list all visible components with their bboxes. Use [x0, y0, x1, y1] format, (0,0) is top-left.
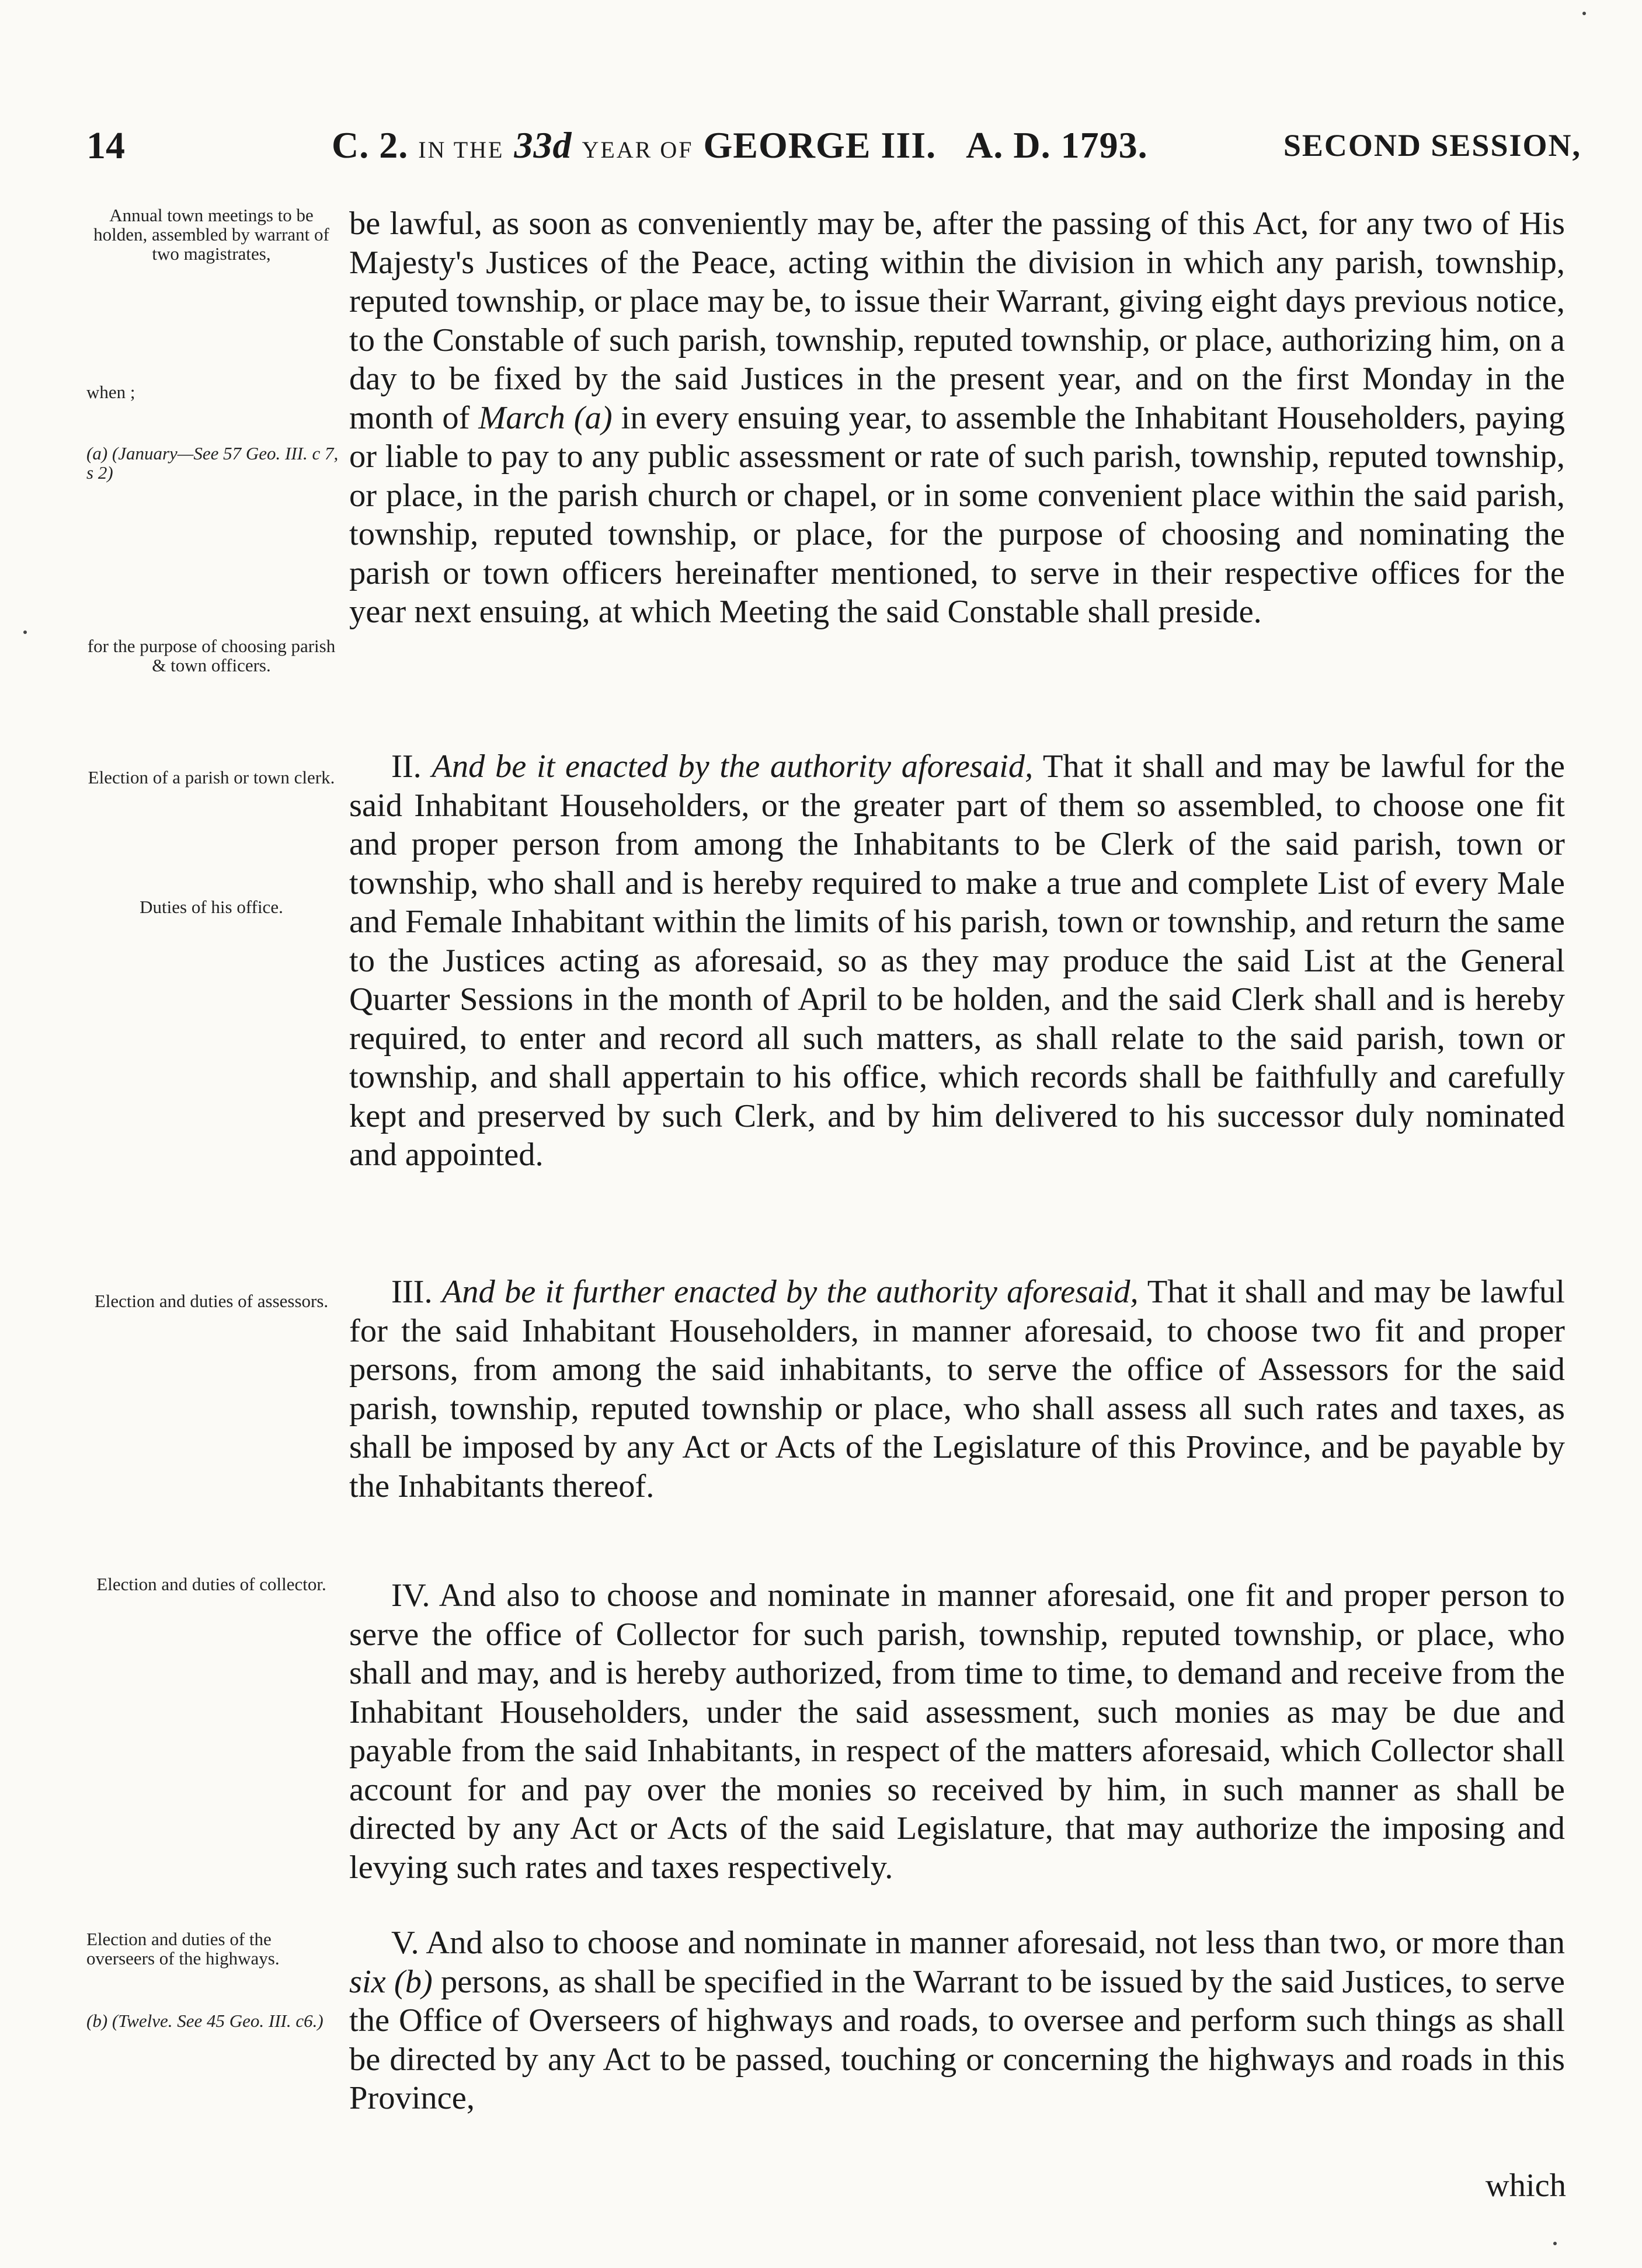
- section-5-text-a: And also to choose and nominate in manner aforesaid, not less than two, or more than: [426, 1925, 1566, 1961]
- in-the-label: IN THE: [418, 137, 505, 163]
- section-4: [349, 1576, 1565, 1887]
- section-5: [349, 1924, 1565, 2118]
- section-4-text: And also to choose and nominate in manner aforesaid, one fit and proper person to serve the office of Collector for such parish, township, reputed township, or place, who shall and may, and is hereby authorized, from time to time, to demand and receive from the Inhabitant Householders, under the said assessment, such monies as may be due and payable from the said Inhabitants, in respect of the matters aforesaid, which Collector shall account for and pay over the monies so received by him, in such manner as shall be directed by any Act or Acts of the said Legislature, that may authorize the imposing and levying such rates and taxes respectively.: [349, 1577, 1565, 1886]
- section-3-number: III.: [391, 1274, 433, 1310]
- section-5-number: V.: [391, 1925, 419, 1961]
- margin-note-when: when ;: [86, 382, 135, 402]
- margin-note-a: (a) (January—See 57 Geo. III. c 7, s 2): [86, 443, 339, 483]
- section-4-number: IV.: [391, 1577, 430, 1614]
- section-3-text: That it shall and may be lawful for the said Inhabitant Householders, in manner aforesaid, to choose two fit and proper persons, from among the said inhabitants, to serve the office of Assessors for the said parish, township, reputed township or place, who shall assess all such rates and taxes, as shall be imposed by any Act or Acts of the Legislature of this Province, and be payable by the Inhabitants thereof.: [349, 1274, 1566, 1504]
- paragraph-1-italic: March (a): [478, 399, 613, 436]
- section-5-text-b: persons, as shall be specified in the Warrant to be issued by the said Justices, to serve the Office of Overseers of highways and roads, to oversee and perform such things as shall be directed by any Act to be passed, touching or concerning the highways and roads in this Province,: [349, 1963, 1565, 2116]
- catchword: which: [1485, 2168, 1566, 2204]
- running-title: [332, 124, 1148, 167]
- margin-note-b: (b) (Twelve. See 45 Geo. III. c6.): [86, 2011, 323, 2031]
- chapter-number: C. 2.: [332, 124, 409, 166]
- margin-note-assessors: Election and duties of assessors.: [94, 1291, 329, 1311]
- margin-note-overseers: Election and duties of the overseers of the highways.: [86, 1929, 280, 1969]
- margin-note-purpose: for the purpose of choosing parish & town officers.: [87, 636, 336, 675]
- anno-domini: A. D. 1793.: [966, 124, 1148, 166]
- section-2: [349, 747, 1565, 1175]
- paragraph-1: [349, 204, 1565, 632]
- section-2-number: II.: [391, 748, 422, 785]
- scan-speck: [1582, 12, 1586, 15]
- session-label: SECOND SESSION,: [1283, 128, 1581, 163]
- paragraph-1-text: be lawful, as soon as conveniently may be, after the passing of this Act, for any two of His Majesty's Justices of the Peace, acting within the division in which any parish, township, reputed township, or place may be, to issue their Warrant, giving eight days previous notice, to the Constable of such parish, township, reputed township, or place, authorizing him, on a day to be fixed by the said Justices in the present year, and on the first Monday in the month of: [349, 205, 1565, 436]
- year-of-label: YEAR OF: [582, 137, 694, 163]
- king-name: GEORGE III.: [703, 124, 937, 166]
- running-header: [86, 124, 1581, 176]
- section-2-enacting-clause: And be it enacted by the authority aforesaid,: [432, 748, 1034, 785]
- section-5-italic: six (b): [349, 1963, 433, 2000]
- margin-note-annual-meetings: Annual town meetings to be holden, assembled by warrant of two magistrates,: [93, 205, 329, 264]
- scan-speck: [1553, 2242, 1557, 2245]
- section-3: [349, 1273, 1565, 1506]
- paragraph-1-rest: in every ensuing year, to assemble the Inhabitant Householders, paying or liable to pay to any public assessment or rate of such parish, township, reputed township, or place, in the parish church or chapel, or in some convenient place within the said parish, township, reputed township, or place, for the purpose of choosing and nominating the parish or town officers hereinafter mentioned, to serve in their respective offices for the year next ensuing, at which Meeting the said Constable shall preside.: [349, 399, 1566, 630]
- margin-note-clerk-duties: Duties of his office.: [140, 897, 283, 917]
- page-number: 14: [86, 124, 125, 167]
- margin-note-collector: Election and duties of collector.: [96, 1574, 326, 1594]
- regnal-year: 33d: [514, 124, 572, 166]
- section-2-text: That it shall and may be lawful for the said Inhabitant Householders, or the greater part of them so assembled, to choose one fit and proper person from among the Inhabitants to be Clerk of the said parish, town or township, who shall and is hereby required to make a true and complete List of every Male and Female Inhabitant within the limits of his parish, town or township, and return the same to the Justices acting as aforesaid, so as they may produce the said List at the General Quarter Sessions in the month of April to be holden, and the said Clerk shall and is hereby required, to enter and record all such matters, as shall relate to the said parish, town or township, and shall appertain to his office, which records shall be faithfully and carefully kept and preserved by such Clerk, and by him delivered to his successor duly nominated and appointed.: [349, 748, 1566, 1173]
- section-3-enacting-clause: And be it further enacted by the authority aforesaid,: [441, 1274, 1139, 1310]
- scan-speck: [23, 630, 27, 634]
- margin-note-clerk-election: Election of a parish or town clerk.: [88, 767, 335, 788]
